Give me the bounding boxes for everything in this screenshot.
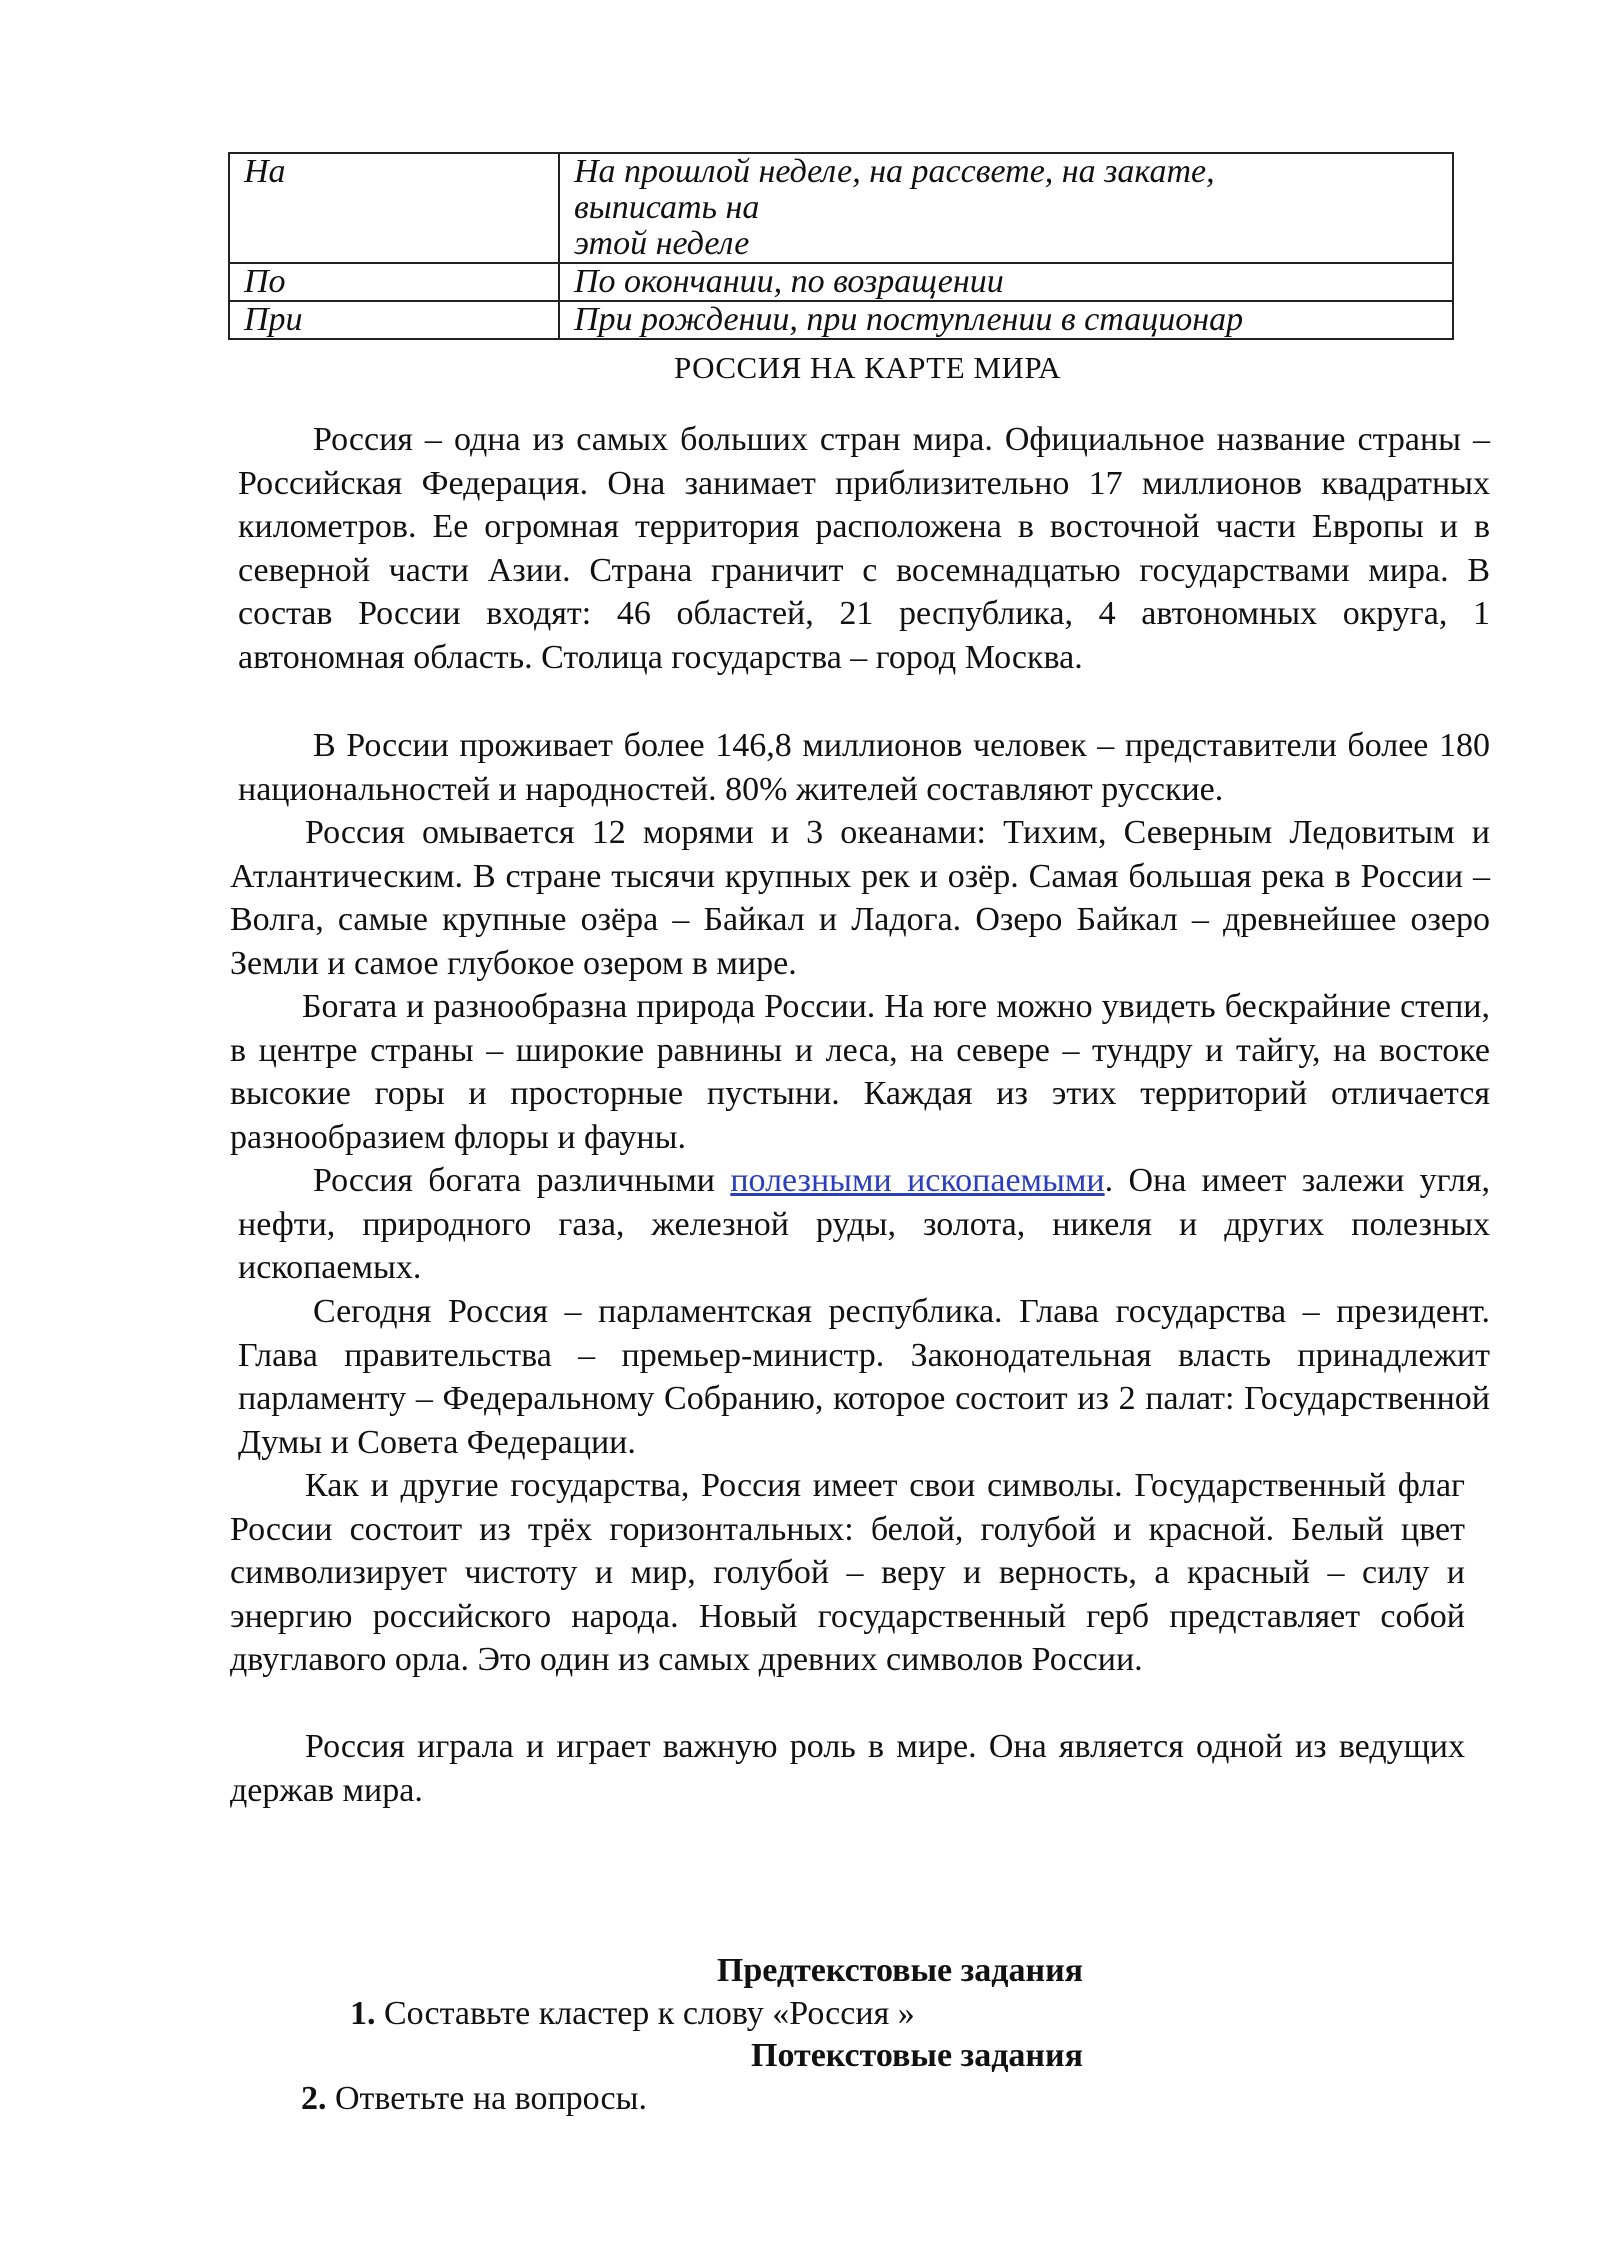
table-cell-preposition: При [229, 301, 559, 339]
paragraph: Россия омывается 12 морями и 3 океанами: Тихим, Северным Ледовитым и Атлантическим. В стране тысячи крупных рек и озёр. Самая большая река в России – Волга, самые крупные озёра – Байкал и Ладога. Озеро Байкал – древнейшее озеро Земли и самое глубокое озером в мире. [230, 814, 1490, 982]
paragraph: Россия играла и играет важную роль в мире. Она является одной из ведущих держав мира. [230, 1728, 1465, 1809]
preposition-table [228, 152, 1454, 340]
paragraph-text: Россия богата различными [313, 1162, 731, 1199]
table-cell-examples: При рождении, при поступлении в стационар [559, 301, 1453, 339]
task-text: Ответьте на вопросы. [326, 2080, 647, 2117]
paragraph-minerals [238, 1159, 1490, 1290]
paragraph: Как и другие государства, Россия имеет свои символы. Государственный флаг России состоит из трёх горизонтальных: белой, голубой и красной. Белый цвет символизирует чистоту и мир, голубой – веру и верность, а красный – силу и энергию российского народа. Новый государственный герб представляет собой двуглавого орла. Это один из самых древних символов России. [230, 1467, 1465, 1679]
task-number: 2. [301, 2080, 327, 2117]
table-row [229, 301, 1453, 339]
table-cell-preposition: По [229, 263, 559, 301]
example-line: На прошлой неделе, на рассвете, на закате, [574, 153, 1215, 190]
paragraph: В России проживает более 146,8 миллионов человек – представители более 180 национальностей и народностей. 80% жителей составляют русские. [238, 727, 1490, 808]
table-cell-examples [559, 153, 1453, 263]
table-row [229, 263, 1453, 301]
paragraph: Россия – одна из самых больших стран мира. Официальное название страны – Российская Федерация. Она занимает приблизительно 17 миллионов квадратных километров. Ее огромная территория расположена в восточной части Европы и в северной части Азии. Страна граничит с восемнадцатью государствами мира. В состав России входят: 46 областей, 21 республика, 4 автономных округа, 1 автономная область. Столица государства – город Москва. [238, 421, 1490, 676]
task-text: Составьте кластер к слову «Россия » [375, 1995, 915, 2032]
paragraph: Сегодня Россия – парламентская республика. Глава государства – президент. Глава правительства – премьер-министр. Законодательная власть принадлежит парламенту – Федеральному Собранию, которое состоит из 2 палат: Государственной Думы и Совета Федерации. [238, 1293, 1490, 1461]
table-row [229, 153, 1453, 263]
task-number: 1. [350, 1995, 376, 2032]
paragraph-text: . Она имеет залежи угля, нефти, природного газа, железной руды, золота, никеля и других полезных ископаемых. [238, 1162, 1490, 1287]
example-line: выписать на [574, 189, 760, 226]
example-line: этой неделе [574, 225, 750, 262]
task-2 [301, 2080, 647, 2118]
text-title: РОССИЯ НА КАРТЕ МИРА [674, 350, 1061, 385]
pre-text-tasks-heading: Предтекстовые задания [716, 1952, 1084, 1989]
table-cell-preposition: На [229, 153, 559, 263]
minerals-link[interactable]: полезными ископаемыми [730, 1162, 1105, 1199]
paragraph: Богата и разнообразна природа России. На юге можно увидеть бескрайние степи, в центре страны – широкие равнины и леса, на севере – тундру и тайгу, на востоке высокие горы и просторные пустыни. Каждая из этих территорий отличается разнообразием флоры и фауны. [230, 988, 1490, 1156]
table-cell-examples: По окончании, по возращении [559, 263, 1453, 301]
task-1 [350, 1995, 915, 2033]
post-text-tasks-heading: Потекстовые задания [751, 2037, 1083, 2074]
